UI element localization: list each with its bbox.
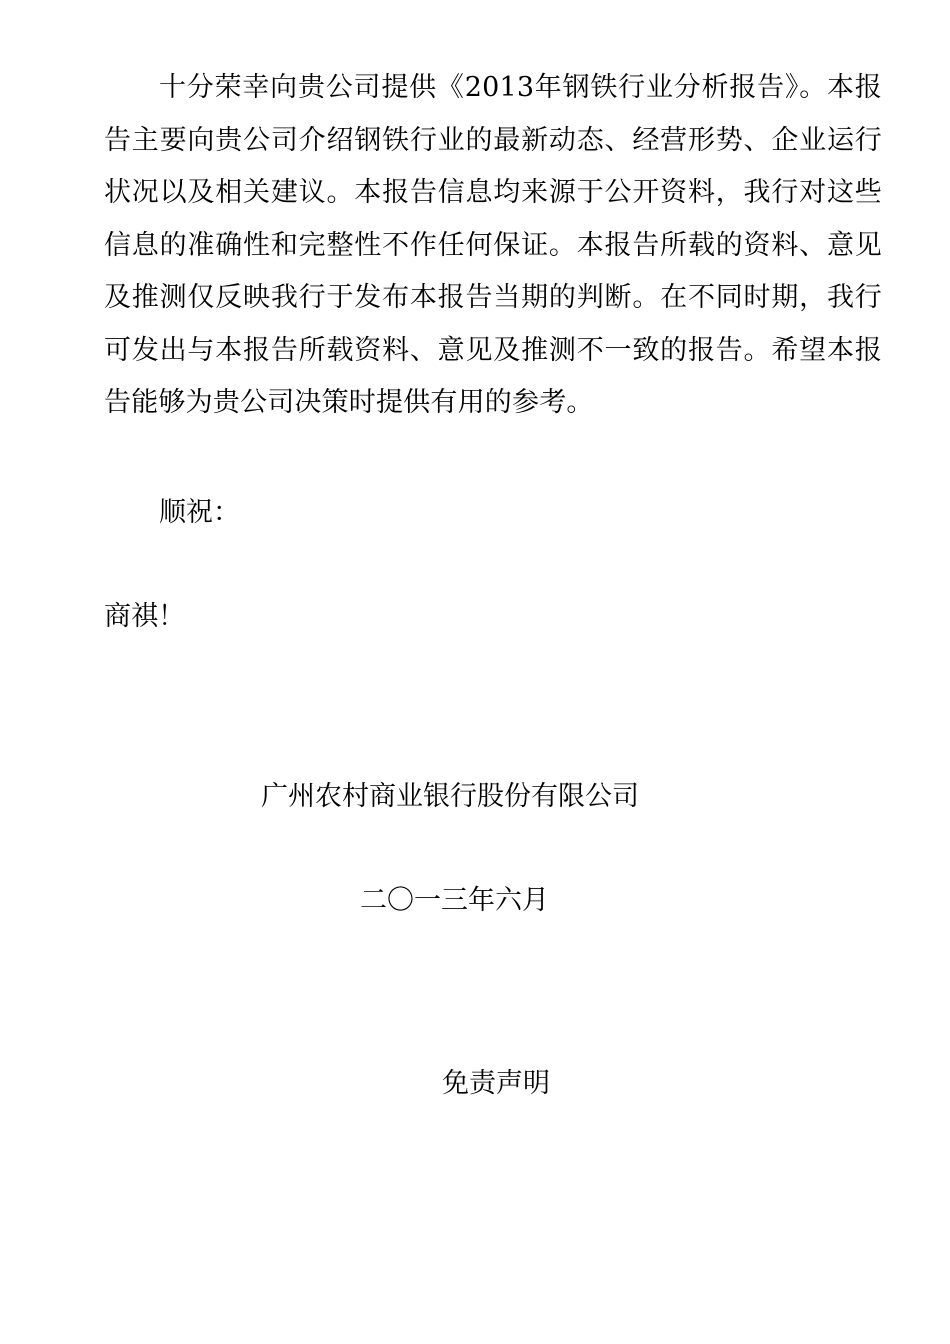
letter-date: 二〇一三年六月	[360, 885, 549, 916]
intro-paragraph: 十分荣幸向贵公司提供《2013年钢铁行业分析报告》。本报告主要向贵公司介绍钢铁行业的最新动态、经营形势、企业运行状况以及相关建议。本报告信息均来源于公开资料，我行对这些信息的准确性和完整性不作任何保证。本报告所载的资料、意见及推测仅反映我行于发布本报告当期的判断。在不同时期，我行可发出与本报告所载资料、意见及推测不一致的报告。希望本报告能够为贵公司决策时提供有用的参考。	[104, 72, 882, 418]
company-name: 广州农村商业银行股份有限公司	[261, 781, 639, 812]
disclaimer-title: 免责声明	[442, 1068, 550, 1099]
closing-line: 商祺！	[104, 601, 185, 632]
greeting-line: 顺祝：	[159, 497, 240, 528]
